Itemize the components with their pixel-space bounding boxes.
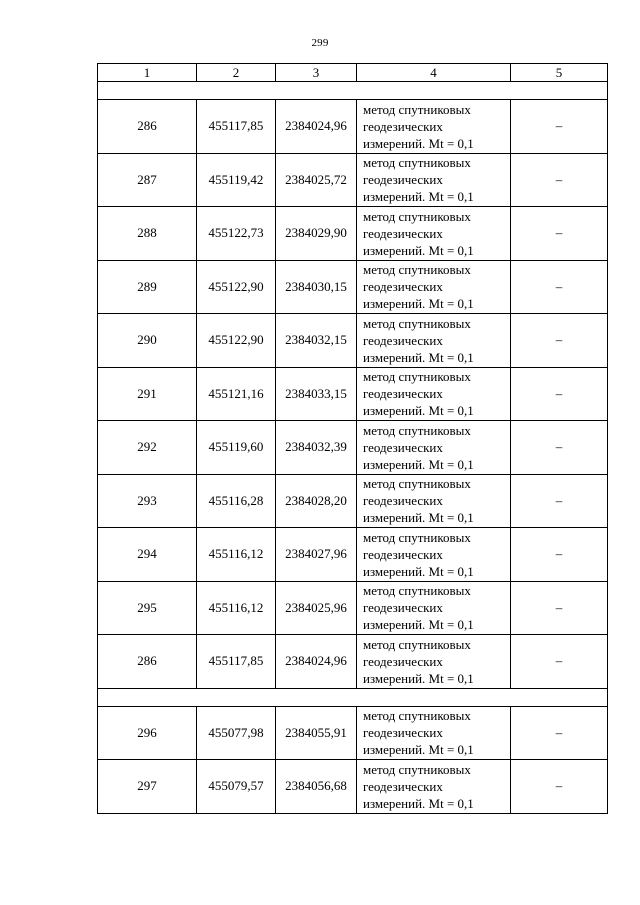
x-coordinate-cell: 455116,28 <box>197 474 276 528</box>
method-line: геодезических <box>363 546 443 562</box>
dash-cell: – <box>511 367 608 421</box>
y-coordinate-cell: 2384028,20 <box>276 474 357 528</box>
y-coordinate-cell: 2384025,96 <box>276 581 357 635</box>
x-coordinate-cell: 455122,73 <box>197 207 276 261</box>
method-line: геодезических <box>363 439 443 455</box>
method-line: измерений. Mt = 0,1 <box>363 296 474 312</box>
section-separator-cell <box>98 82 608 100</box>
method-line: метод спутниковых <box>363 761 471 777</box>
y-coordinate-cell: 2384024,96 <box>276 635 357 689</box>
dash-cell: – <box>511 100 608 154</box>
point-number-cell: 287 <box>98 153 197 207</box>
method-line: измерений. Mt = 0,1 <box>363 135 474 151</box>
x-coordinate-cell: 455122,90 <box>197 260 276 314</box>
method-line: измерений. Mt = 0,1 <box>363 403 474 419</box>
method-line: метод спутниковых <box>363 583 471 599</box>
x-coordinate-cell: 455077,98 <box>197 706 276 760</box>
dash-cell: – <box>511 706 608 760</box>
dash-cell: – <box>511 760 608 814</box>
method-line: измерений. Mt = 0,1 <box>363 742 474 758</box>
dash-cell: – <box>511 528 608 582</box>
method-cell <box>357 474 511 528</box>
method-line: метод спутниковых <box>363 155 471 171</box>
method-line: измерений. Mt = 0,1 <box>363 795 474 811</box>
method-line: измерений. Mt = 0,1 <box>363 563 474 579</box>
dash-cell: – <box>511 581 608 635</box>
method-line: геодезических <box>363 172 443 188</box>
method-line: метод спутниковых <box>363 315 471 331</box>
method-cell <box>357 367 511 421</box>
column-header: 1 <box>98 64 197 82</box>
method-line: геодезических <box>363 279 443 295</box>
method-line: геодезических <box>363 653 443 669</box>
x-coordinate-cell: 455079,57 <box>197 760 276 814</box>
x-coordinate-cell: 455116,12 <box>197 528 276 582</box>
y-coordinate-cell: 2384029,90 <box>276 207 357 261</box>
method-cell <box>357 153 511 207</box>
point-number-cell: 292 <box>98 421 197 475</box>
table-row <box>98 474 608 528</box>
point-number-cell: 297 <box>98 760 197 814</box>
point-number-cell: 294 <box>98 528 197 582</box>
point-number-cell: 289 <box>98 260 197 314</box>
point-number-cell: 288 <box>98 207 197 261</box>
table-row <box>98 153 608 207</box>
method-line: геодезических <box>363 493 443 509</box>
table-row <box>98 528 608 582</box>
table-row <box>98 421 608 475</box>
section-separator-row <box>98 82 608 100</box>
table-row <box>98 260 608 314</box>
table-row <box>98 635 608 689</box>
y-coordinate-cell: 2384030,15 <box>276 260 357 314</box>
y-coordinate-cell: 2384024,96 <box>276 100 357 154</box>
method-line: измерений. Mt = 0,1 <box>363 670 474 686</box>
dash-cell: – <box>511 153 608 207</box>
x-coordinate-cell: 455116,12 <box>197 581 276 635</box>
coordinates-table <box>97 63 608 814</box>
point-number-cell: 295 <box>98 581 197 635</box>
method-cell <box>357 635 511 689</box>
x-coordinate-cell: 455122,90 <box>197 314 276 368</box>
table-header-row <box>98 64 608 82</box>
method-cell <box>357 706 511 760</box>
y-coordinate-cell: 2384055,91 <box>276 706 357 760</box>
x-coordinate-cell: 455117,85 <box>197 635 276 689</box>
table-row <box>98 760 608 814</box>
dash-cell: – <box>511 421 608 475</box>
point-number-cell: 286 <box>98 635 197 689</box>
method-line: геодезических <box>363 386 443 402</box>
x-coordinate-cell: 455119,60 <box>197 421 276 475</box>
table-row <box>98 100 608 154</box>
method-line: геодезических <box>363 332 443 348</box>
point-number-cell: 286 <box>98 100 197 154</box>
table-row <box>98 367 608 421</box>
method-line: метод спутниковых <box>363 208 471 224</box>
method-line: метод спутниковых <box>363 708 471 724</box>
method-cell <box>357 207 511 261</box>
y-coordinate-cell: 2384032,15 <box>276 314 357 368</box>
method-line: геодезических <box>363 225 443 241</box>
method-cell <box>357 314 511 368</box>
method-line: геодезических <box>363 725 443 741</box>
x-coordinate-cell: 455117,85 <box>197 100 276 154</box>
method-line: измерений. Mt = 0,1 <box>363 349 474 365</box>
dash-cell: – <box>511 260 608 314</box>
column-header: 5 <box>511 64 608 82</box>
method-line: измерений. Mt = 0,1 <box>363 510 474 526</box>
method-cell <box>357 528 511 582</box>
column-header: 3 <box>276 64 357 82</box>
method-line: измерений. Mt = 0,1 <box>363 456 474 472</box>
method-line: метод спутниковых <box>363 636 471 652</box>
method-cell <box>357 100 511 154</box>
dash-cell: – <box>511 207 608 261</box>
point-number-cell: 290 <box>98 314 197 368</box>
y-coordinate-cell: 2384025,72 <box>276 153 357 207</box>
x-coordinate-cell: 455119,42 <box>197 153 276 207</box>
y-coordinate-cell: 2384027,96 <box>276 528 357 582</box>
method-line: метод спутниковых <box>363 422 471 438</box>
method-line: метод спутниковых <box>363 262 471 278</box>
method-cell <box>357 581 511 635</box>
y-coordinate-cell: 2384032,39 <box>276 421 357 475</box>
point-number-cell: 293 <box>98 474 197 528</box>
table-row <box>98 706 608 760</box>
y-coordinate-cell: 2384033,15 <box>276 367 357 421</box>
method-line: измерений. Mt = 0,1 <box>363 242 474 258</box>
method-line: измерений. Mt = 0,1 <box>363 617 474 633</box>
method-cell <box>357 260 511 314</box>
dash-cell: – <box>511 635 608 689</box>
table-row <box>98 581 608 635</box>
method-line: метод спутниковых <box>363 369 471 385</box>
y-coordinate-cell: 2384056,68 <box>276 760 357 814</box>
section-separator-row <box>98 688 608 706</box>
dash-cell: – <box>511 474 608 528</box>
column-header: 2 <box>197 64 276 82</box>
method-line: метод спутниковых <box>363 476 471 492</box>
x-coordinate-cell: 455121,16 <box>197 367 276 421</box>
point-number-cell: 291 <box>98 367 197 421</box>
method-line: геодезических <box>363 118 443 134</box>
section-separator-cell <box>98 688 608 706</box>
table-row <box>98 207 608 261</box>
page-number: 299 <box>311 37 329 49</box>
method-line: геодезических <box>363 600 443 616</box>
method-cell <box>357 760 511 814</box>
column-header: 4 <box>357 64 511 82</box>
method-line: метод спутниковых <box>363 529 471 545</box>
method-cell <box>357 421 511 475</box>
method-line: геодезических <box>363 778 443 794</box>
method-line: метод спутниковых <box>363 101 471 117</box>
table-row <box>98 314 608 368</box>
point-number-cell: 296 <box>98 706 197 760</box>
dash-cell: – <box>511 314 608 368</box>
method-line: измерений. Mt = 0,1 <box>363 189 474 205</box>
